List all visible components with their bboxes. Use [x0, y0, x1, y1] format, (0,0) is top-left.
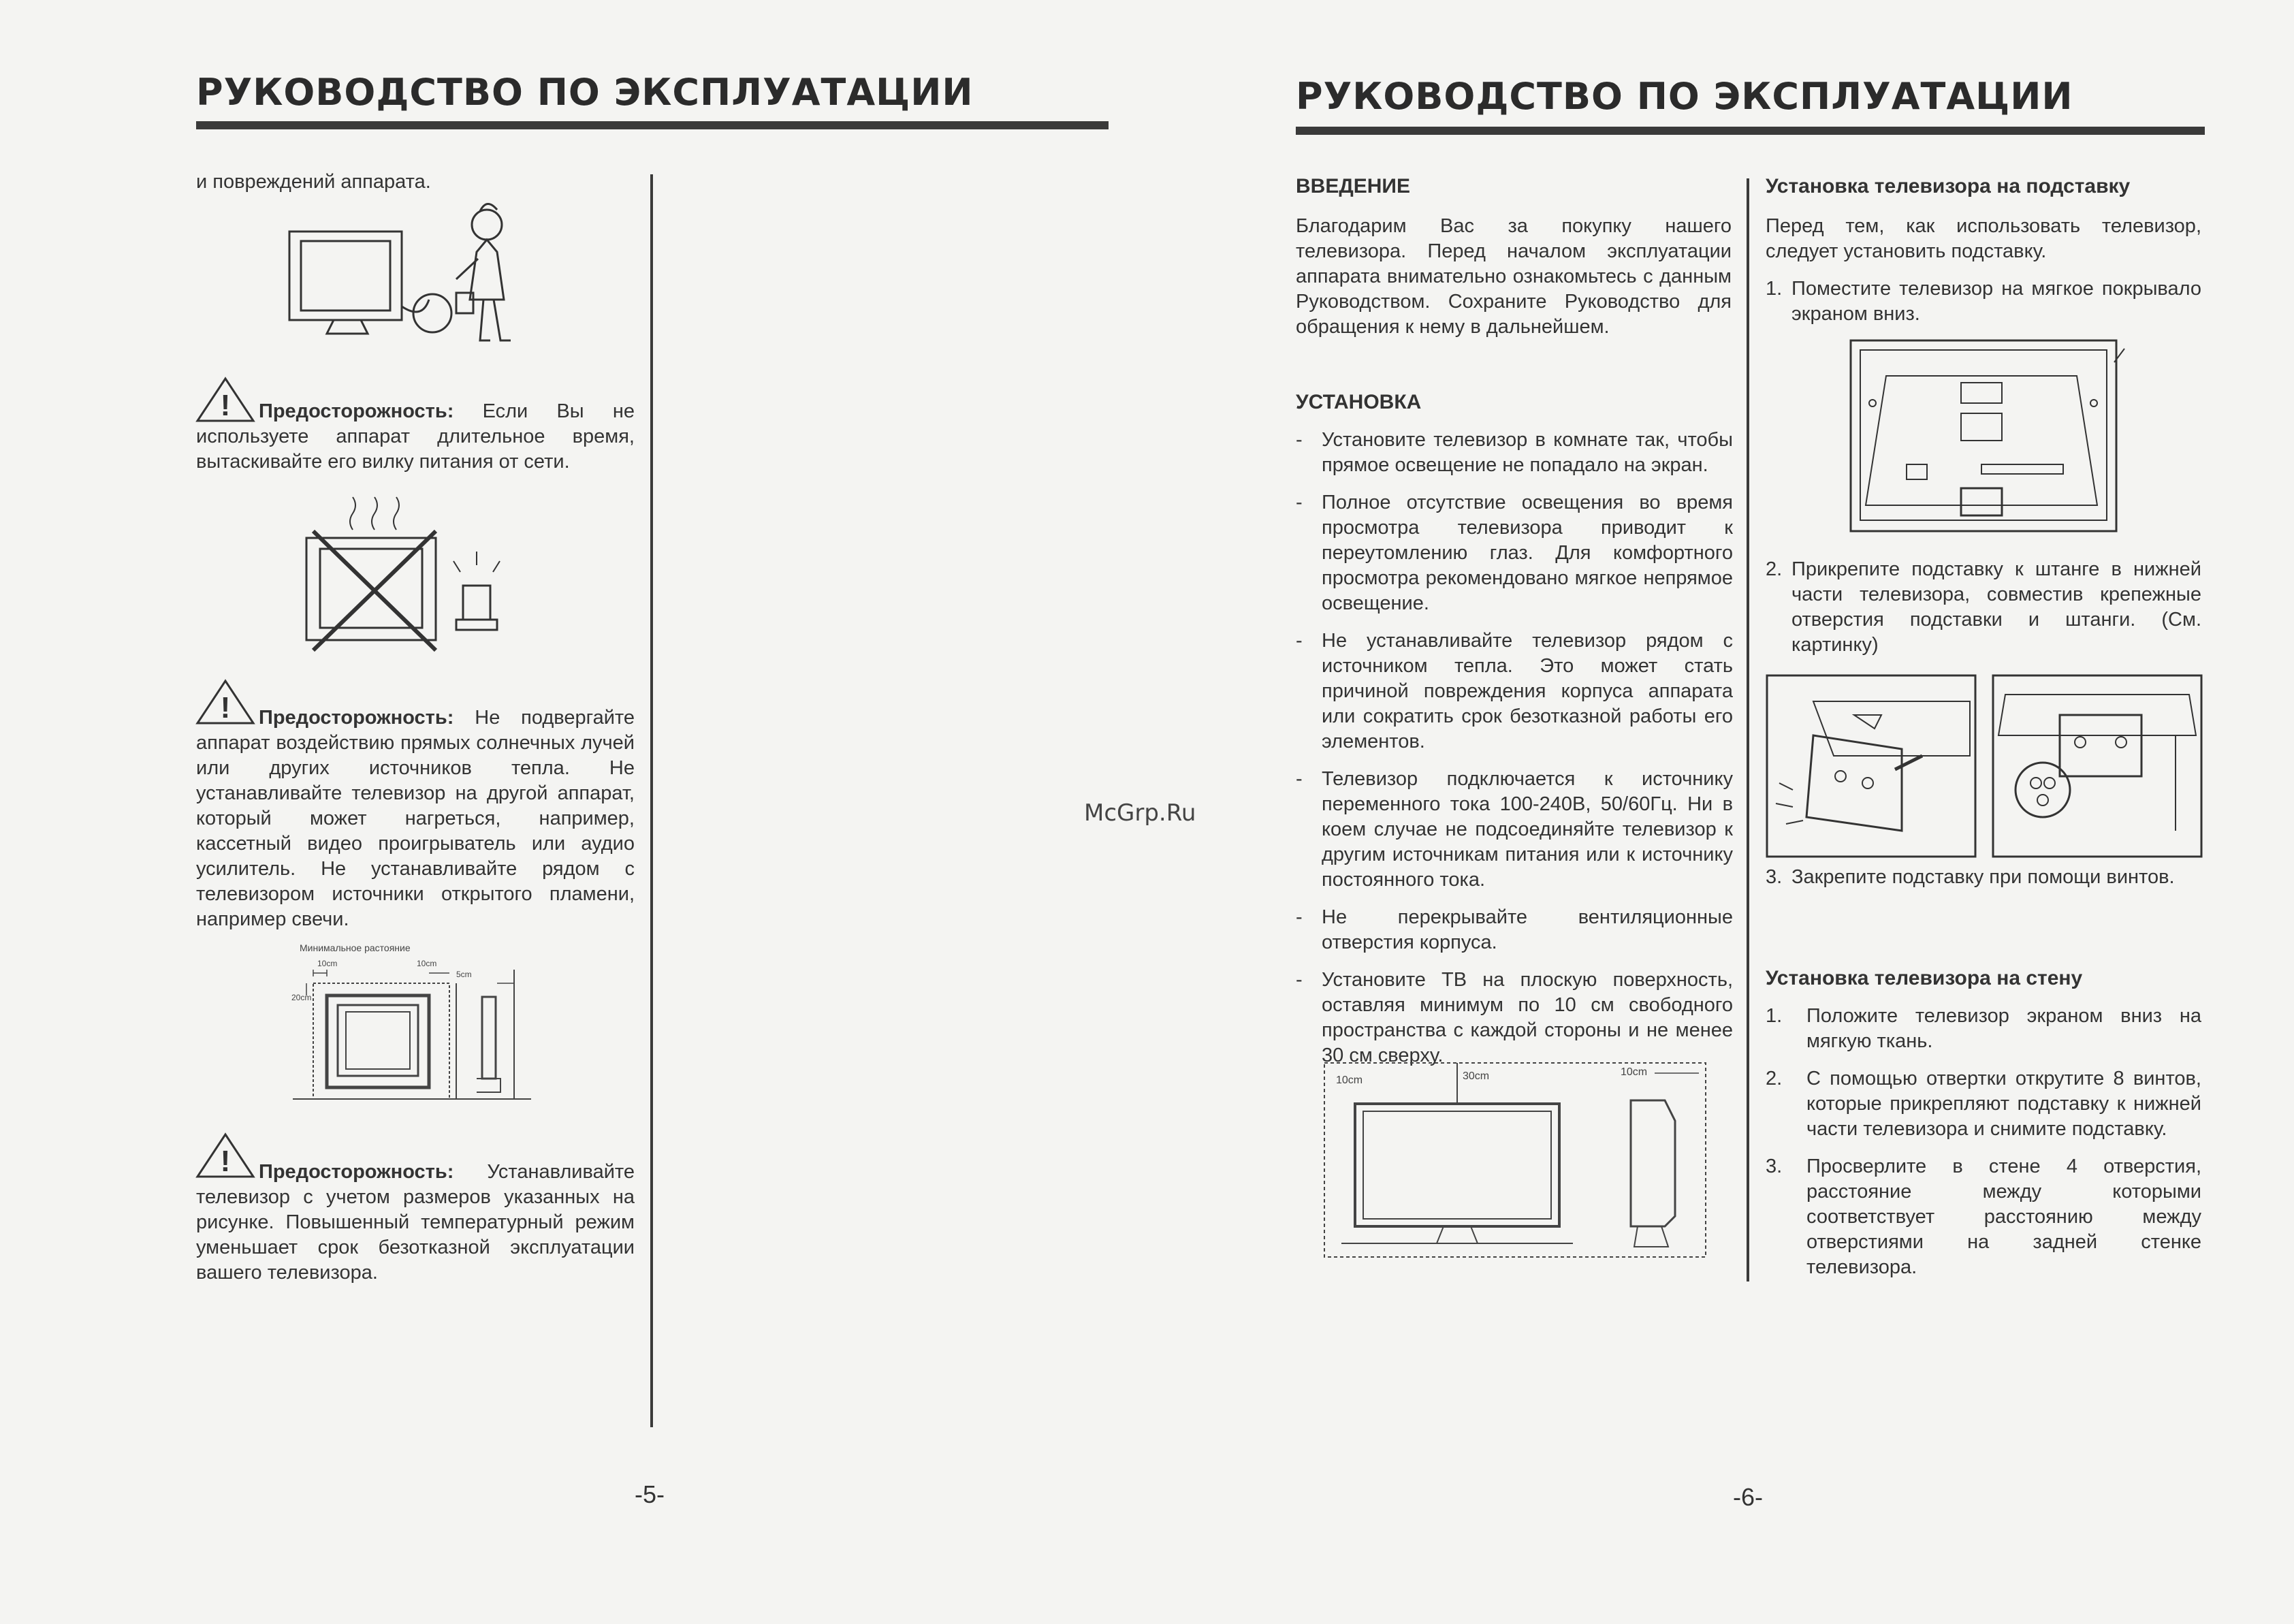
left-page-number: -5- [635, 1480, 665, 1508]
diagram-label-d: 20cm [291, 993, 312, 1002]
step-number: 3. [1766, 866, 1783, 888]
step-text: Просверлите в стене 4 отверстия, расстояние между которыми соответствует расстоянию между отверстиями на задней стенке телевизора. [1806, 1156, 2201, 1278]
step-number: 3. [1766, 1156, 1783, 1177]
step-number: 2. [1766, 558, 1783, 580]
right-title-rule [1296, 127, 2205, 135]
clearance-diagram [1321, 1060, 1709, 1264]
step-text: С помощью отвертки открутите 8 винтов, которые прикрепляют подставку к нижней части телевизора и снимите подставку. [1806, 1068, 2201, 1140]
diagram-label-c: 5cm [456, 970, 472, 979]
install-item: - Не устанавливайте телевизор рядом с источником тепла. Это может стать причиной повреждения корпуса аппарата или сократить срок безотказной работы его элементов. [1296, 628, 1733, 754]
wall-heading: Установка телевизора на стену [1766, 967, 2083, 989]
left-title-rule [196, 121, 1109, 129]
svg-text:!: ! [220, 389, 231, 422]
intro-heading: ВВЕДЕНИЕ [1296, 175, 1410, 197]
caution-2-label: Предосторожность: [259, 707, 454, 729]
install-item: - Установите телевизор в комнате так, чтобы прямое освещение не попадало на экран. [1296, 428, 1733, 478]
right-page-number: -6- [1733, 1483, 1763, 1511]
unplug-illustration [286, 197, 545, 354]
stand-step-2 [1766, 557, 2201, 658]
svg-text:!: ! [220, 691, 231, 725]
intro-fragment: и повреждений аппарата. [196, 171, 431, 193]
stand-intro: Перед тем, как использовать телевизор, следует установить подставку. [1766, 215, 2201, 262]
diagram-label-a: 10cm [317, 959, 338, 968]
install-item: - Полное отсутствие освещения во время просмотра телевизора приводит к переутомлению глаз. Для комфортного просмотра рекомендовано мягкое непрямое освещение. [1296, 490, 1733, 616]
install-item: - Установите ТВ на плоскую поверхность, оставляя минимум по 10 см свободного пространства с каждой стороны и не менее 30 см сверху. [1296, 968, 1733, 1068]
stand-step-1 [1766, 276, 2201, 327]
caution-3-text: Устанавливайте телевизор с учетом размеров указанных на рисунке. Повышенный температурный режим уменьшает срок безотказной эксплуатации вашего телевизора. [196, 1161, 635, 1284]
step-number: 2. [1766, 1068, 1783, 1089]
right-column-divider [1747, 178, 1749, 1281]
install-item: - Не перекрывайте вентиляционные отверстия корпуса. [1296, 905, 1733, 955]
caution-3 [196, 1160, 635, 1286]
svg-text:!: ! [220, 1145, 231, 1178]
step-text: Закрепите подставку при помощи винтов. [1791, 866, 2175, 888]
step-text: Поместите телевизор на мягкое покрывало экраном вниз. [1791, 278, 2201, 325]
install-list [1296, 428, 1733, 1081]
step-text: Положите телевизор экраном вниз на мягкую ткань. [1806, 1005, 2201, 1052]
clearance-left-label: 10cm [1336, 1074, 1363, 1086]
watermark: McGrp.Ru [1084, 799, 1196, 827]
install-heading: УСТАНОВКА [1296, 391, 1422, 413]
diagram-label-b: 10cm [417, 959, 437, 968]
stand-attach-illustration-b [1992, 674, 2203, 858]
stand-attach-illustration-a [1766, 674, 1977, 858]
tv-back-illustration [1845, 335, 2131, 539]
caution-1-label: Предосторожность: [259, 400, 454, 422]
caution-2 [196, 705, 635, 932]
install-item: - Телевизор подключается к источнику переменного тока 100-240В, 50/60Гц. Ни в коем случае не подсоединяйте телевизор к другим источникам питания или к источнику постоянного тока. [1296, 767, 1733, 893]
diagram-title: Минимальное растояние [300, 942, 411, 953]
stand-step-3 [1766, 865, 2201, 890]
wall-steps [1766, 1004, 2201, 1292]
step-number: 1. [1766, 278, 1783, 300]
intro-text: Благодарим Вас за покупку нашего телевизора. Перед началом эксплуатации аппарата внимательно ознакомьтесь с данным Руководством. Сохраните Руководство для обращения к нему в дальнейшем. [1296, 215, 1732, 338]
caution-1 [196, 399, 635, 475]
caution-3-label: Предосторожность: [259, 1161, 454, 1183]
step-number: 1. [1766, 1005, 1783, 1027]
heat-source-illustration [300, 490, 524, 654]
right-page-title: РУКОВОДСТВО ПО ЭКСПЛУАТАЦИИ [1296, 75, 2073, 118]
minimum-distance-diagram [293, 956, 531, 1106]
caution-2-text: Не подвергайте аппарат воздействию прямых солнечных лучей или других источников тепла. Не устанавливайте телевизор на другой аппарат, который может нагреться, например, кассетный видео проигрыватель или аудио усилитель. Не устанавливайте рядом с телевизором источники открытого пламени, например свечи. [196, 707, 635, 930]
caution-1-text: Если Вы не используете аппарат длительное время, вытаскивайте его вилку питания от сети. [196, 400, 635, 473]
stand-heading: Установка телевизора на подставку [1766, 175, 2131, 197]
clearance-side-label: 10cm [1621, 1066, 1648, 1078]
left-column-divider [650, 174, 653, 1427]
step-text: Прикрепите подставку к штанге в нижней части телевизора, совместив крепежные отверстия подставки и штанги. (См. картинку) [1791, 558, 2201, 656]
left-page-title: РУКОВОДСТВО ПО ЭКСПЛУАТАЦИИ [196, 71, 974, 114]
clearance-top-label: 30cm [1463, 1070, 1490, 1082]
